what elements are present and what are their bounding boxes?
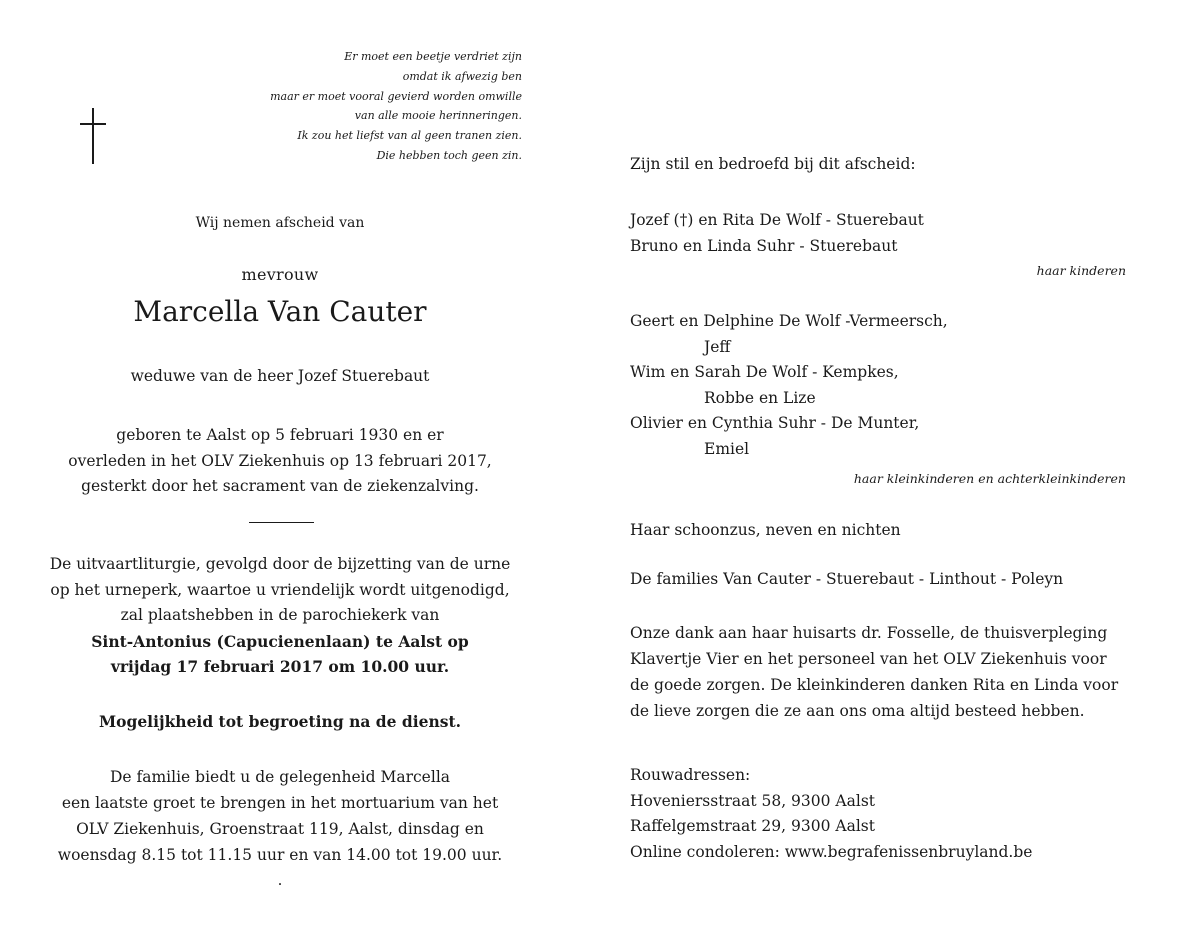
children-list bbox=[630, 207, 1126, 259]
reception-note: Mogelijkheid tot begroeting na de dienst. bbox=[98, 712, 462, 731]
online-condolence: Online condoleren: www.begrafenissenbruyland.be bbox=[630, 842, 1033, 861]
funeral-line: De uitvaartliturgie, gevolgd door de bijzetting van de urne bbox=[49, 555, 511, 573]
great-grandchild-entry: Robbe en Lize bbox=[704, 388, 816, 407]
thanks-line: Onze dank aan haar huisarts dr. Fosselle, de thuisverpleging bbox=[630, 624, 1108, 642]
funeral-line: op het urneperk, waartoe u vriendelijk wordt uitgenodigd, bbox=[50, 580, 510, 599]
poem-line: Er moet een beetje verdriet zijn bbox=[344, 50, 522, 63]
great-grandchild-entry: Emiel bbox=[704, 439, 750, 458]
mourners-heading: Zijn stil en bedroefd bij dit afscheid: bbox=[630, 155, 916, 173]
widow-of: weduwe van de heer Jozef Stuerebaut bbox=[130, 367, 430, 385]
cross-icon bbox=[80, 108, 106, 164]
poem-line: van alle mooie herinneringen. bbox=[354, 109, 522, 123]
thanks-line: de lieve zorgen die ze aan ons oma altijd besteed hebben. bbox=[630, 702, 1085, 720]
grandchildren-list bbox=[630, 309, 1126, 462]
child-entry: Jozef (†) en Rita De Wolf - Stuerebaut bbox=[630, 211, 924, 229]
thanks-line: Klavertje Vier en het personeel van het OLV Ziekenhuis voor bbox=[630, 650, 1107, 668]
great-grandchild-entry: Jeff bbox=[704, 337, 731, 356]
dates-line: geboren te Aalst op 5 februari 1930 en er bbox=[116, 426, 444, 444]
poem-line: maar er moet vooral gevierd worden omwille bbox=[270, 89, 522, 103]
poem-line: Ik zou het liefst van al geen tranen zien. bbox=[297, 129, 522, 143]
thanks-line: de goede zorgen. De kleinkinderen danken Rita en Linda voor bbox=[630, 676, 1119, 694]
viewing-line: OLV Ziekenhuis, Groenstraat 119, Aalst, dinsdag en bbox=[76, 820, 484, 838]
funeral-location: Sint-Antonius (Capucienenlaan) te Aalst op bbox=[91, 631, 469, 651]
poem-line: omdat ik afwezig ben bbox=[402, 69, 522, 83]
address-heading: Rouwadressen: bbox=[630, 766, 751, 784]
viewing-details bbox=[30, 764, 530, 868]
funeral-datetime: vrijdag 17 februari 2017 om 10.00 uur. bbox=[110, 657, 450, 676]
inlaws-line: Haar schoonzus, neven en nichten bbox=[630, 521, 901, 539]
poem-line: Die hebben toch geen zin. bbox=[376, 148, 522, 162]
viewing-line: woensdag 8.15 tot 11.15 uur en van 14.00 tot 19.00 uur. bbox=[57, 846, 503, 864]
dates-line: overleden in het OLV Ziekenhuis op 13 februari 2017, bbox=[68, 451, 492, 470]
deceased-name: Marcella Van Cauter bbox=[133, 295, 427, 328]
viewing-line: een laatste groet te brengen in het mortuarium van het bbox=[61, 794, 499, 812]
grandchild-entry: Olivier en Cynthia Suhr - De Munter, bbox=[630, 414, 920, 432]
birth-death-dates bbox=[30, 423, 530, 500]
intro-text: Wij nemen afscheid van bbox=[195, 215, 365, 231]
grandchild-entry: Geert en Delphine De Wolf -Vermeersch, bbox=[630, 312, 948, 330]
grandchild-entry: Wim en Sarah De Wolf - Kempkes, bbox=[630, 363, 899, 381]
child-entry: Bruno en Linda Suhr - Stuerebaut bbox=[630, 237, 898, 255]
mourning-addresses bbox=[630, 763, 1126, 865]
grandchildren-label: haar kleinkinderen en achterkleinkinderen bbox=[853, 471, 1126, 486]
address-line: Raffelgemstraat 29, 9300 Aalst bbox=[630, 817, 875, 835]
funeral-details bbox=[30, 552, 530, 680]
viewing-line: De familie biedt u de gelegenheid Marcella bbox=[109, 768, 451, 786]
closing-dot: . bbox=[277, 871, 283, 889]
funeral-line: zal plaatshebben in de parochiekerk van bbox=[120, 606, 440, 624]
title-word: mevrouw bbox=[241, 265, 319, 284]
address-line: Hoveniersstraat 58, 9300 Aalst bbox=[630, 791, 876, 810]
families-line: De families Van Cauter - Stuerebaut - Linthout - Poleyn bbox=[630, 570, 1064, 588]
section-divider bbox=[249, 522, 314, 523]
dates-line: gesterkt door het sacrament van de ziekenzalving. bbox=[81, 477, 479, 495]
children-label: haar kinderen bbox=[1036, 263, 1126, 278]
thanks-paragraph bbox=[630, 620, 1126, 724]
poem bbox=[250, 47, 522, 166]
